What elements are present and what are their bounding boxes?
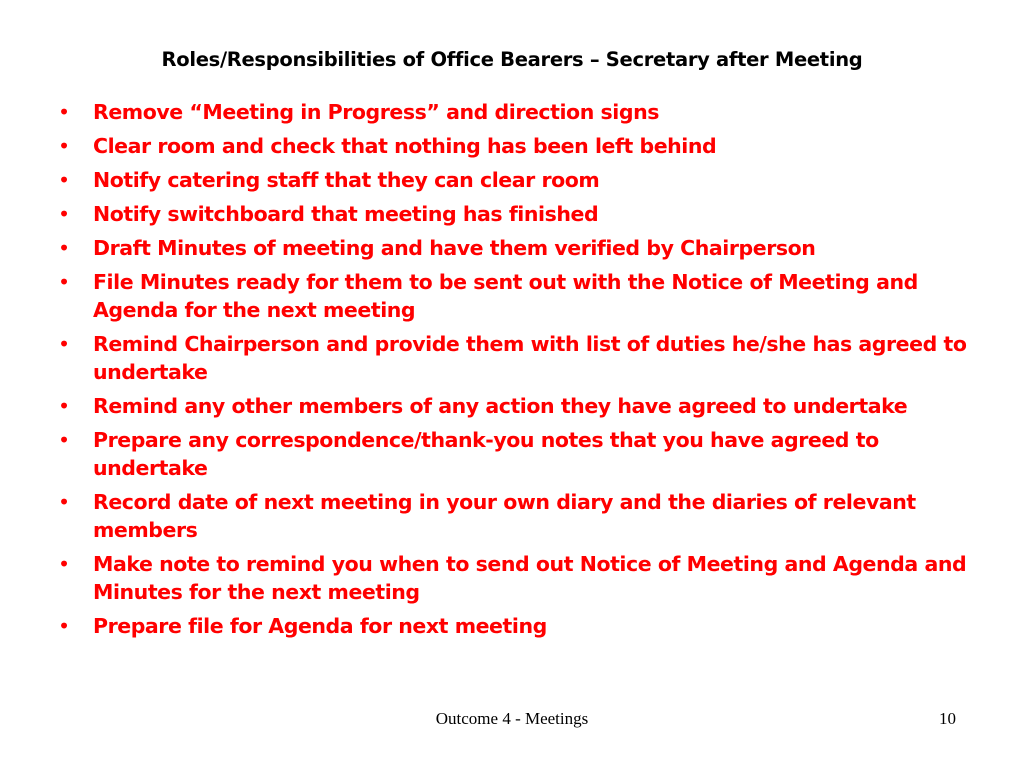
bullet-text: Record date of next meeting in your own diary and the diaries of relevant members bbox=[93, 490, 916, 542]
bullet-item bbox=[58, 132, 988, 160]
bullet-item bbox=[58, 330, 988, 386]
bullet-item bbox=[58, 612, 988, 640]
bullet-text: Remind any other members of any action they have agreed to undertake bbox=[93, 394, 908, 418]
bullet-dot: • bbox=[58, 552, 70, 576]
bullet-text: File Minutes ready for them to be sent out with the Notice of Meeting and Agenda for the next meeting bbox=[93, 270, 918, 322]
bullet-dot: • bbox=[58, 134, 70, 158]
bullet-dot: • bbox=[58, 100, 70, 124]
bullet-item bbox=[58, 200, 988, 228]
bullet-dot: • bbox=[58, 270, 70, 294]
bullet-text: Clear room and check that nothing has been left behind bbox=[93, 134, 717, 158]
bullet-dot: • bbox=[58, 614, 70, 638]
bullet-text: Remove “Meeting in Progress” and direction signs bbox=[93, 100, 659, 124]
slide-title: Roles/Responsibilities of Office Bearers – Secretary after Meeting bbox=[161, 48, 863, 71]
bullet-item bbox=[58, 98, 988, 126]
bullet-text: Make note to remind you when to send out Notice of Meeting and Agenda and Minutes for the next meeting bbox=[93, 552, 967, 604]
bullet-dot: • bbox=[58, 428, 70, 452]
bullet-item bbox=[58, 268, 988, 324]
footer-label: Outcome 4 - Meetings bbox=[435, 709, 589, 728]
bullet-list bbox=[58, 98, 988, 646]
bullet-dot: • bbox=[58, 332, 70, 356]
bullet-text: Draft Minutes of meeting and have them verified by Chairperson bbox=[93, 236, 816, 260]
bullet-text: Remind Chairperson and provide them with list of duties he/she has agreed to undertake bbox=[93, 332, 967, 384]
bullet-dot: • bbox=[58, 168, 70, 192]
bullet-text: Notify catering staff that they can clear room bbox=[93, 168, 600, 192]
bullet-dot: • bbox=[58, 490, 70, 514]
bullet-item bbox=[58, 392, 988, 420]
page-number: 10 bbox=[939, 709, 956, 728]
bullet-text: Notify switchboard that meeting has finished bbox=[93, 202, 599, 226]
bullet-text: Prepare any correspondence/thank-you notes that you have agreed to undertake bbox=[93, 428, 879, 480]
bullet-dot: • bbox=[58, 236, 70, 260]
bullet-item bbox=[58, 426, 988, 482]
bullet-item bbox=[58, 234, 988, 262]
bullet-item bbox=[58, 488, 988, 544]
bullet-dot: • bbox=[58, 202, 70, 226]
bullet-item bbox=[58, 550, 988, 606]
bullet-item bbox=[58, 166, 988, 194]
bullet-dot: • bbox=[58, 394, 70, 418]
bullet-text: Prepare file for Agenda for next meeting bbox=[93, 614, 547, 638]
